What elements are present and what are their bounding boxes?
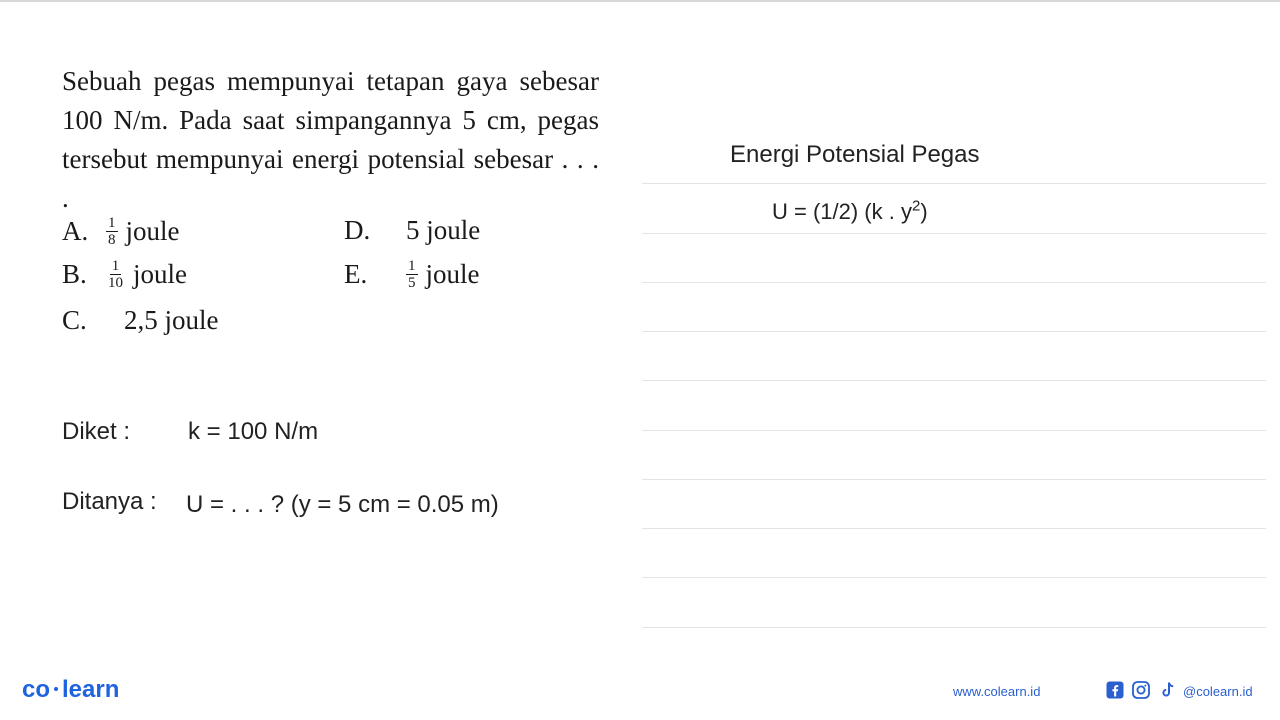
option-fraction: $\frac{1}{10}$ [108,258,123,291]
ruled-line [642,577,1266,578]
social-handle[interactable]: @colearn.id [1183,684,1253,699]
diket-label: Diket : [62,418,131,445]
diket-value: k = 100 N/m [188,418,319,445]
website-link[interactable]: www.colearn.id [953,684,1041,699]
option-e [344,258,480,291]
ditanya-label: Ditanya : [62,488,157,515]
colearn-logo: co learn [22,676,120,703]
option-letter: C. [62,305,87,335]
option-unit: joule [125,216,180,246]
option-unit: joule [133,259,187,289]
social-icons [1106,681,1176,699]
facebook-icon[interactable] [1106,681,1124,699]
formula-equation: U = (1/2) (k . $y^2$) [772,197,928,224]
question-text: Sebuah pegas mempunyai tetapan gaya sebesar 100 N/m. Pada saat simpangannya 5 cm, pegas tersebut mempunyai energi potensial sebesar . . . . [62,66,599,213]
option-letter: B. [62,259,87,289]
option-fraction: $\frac{1}{5}$ [408,258,416,291]
option-unit: joule [425,259,480,289]
option-letter: E. [344,259,368,289]
ditanya-value: U = . . . ? (y = 5 cm = 0.05 m) [186,491,499,518]
option-value: 2,5 joule [124,305,219,335]
ruled-line [642,627,1266,628]
instagram-icon[interactable] [1132,681,1150,699]
ruled-line [642,233,1266,234]
ruled-line [642,528,1266,529]
option-letter: D. [344,215,371,245]
ruled-line [642,183,1266,184]
option-value: 5 joule [406,215,481,245]
option-b [62,258,187,291]
tiktok-icon[interactable] [1160,681,1176,699]
option-fraction: $\frac{1}{8}$ [108,215,116,248]
option-a [62,215,180,248]
ruled-line [642,282,1266,283]
ruled-line [642,479,1266,480]
option-d [344,215,480,246]
formula-title: Energi Potensial Pegas [730,141,980,168]
ruled-line [642,380,1266,381]
formula-exponent: 2 [911,197,921,215]
option-letter: A. [62,216,89,246]
ruled-line [642,331,1266,332]
ruled-line [642,430,1266,431]
option-c [62,305,219,336]
top-divider [0,0,1280,2]
